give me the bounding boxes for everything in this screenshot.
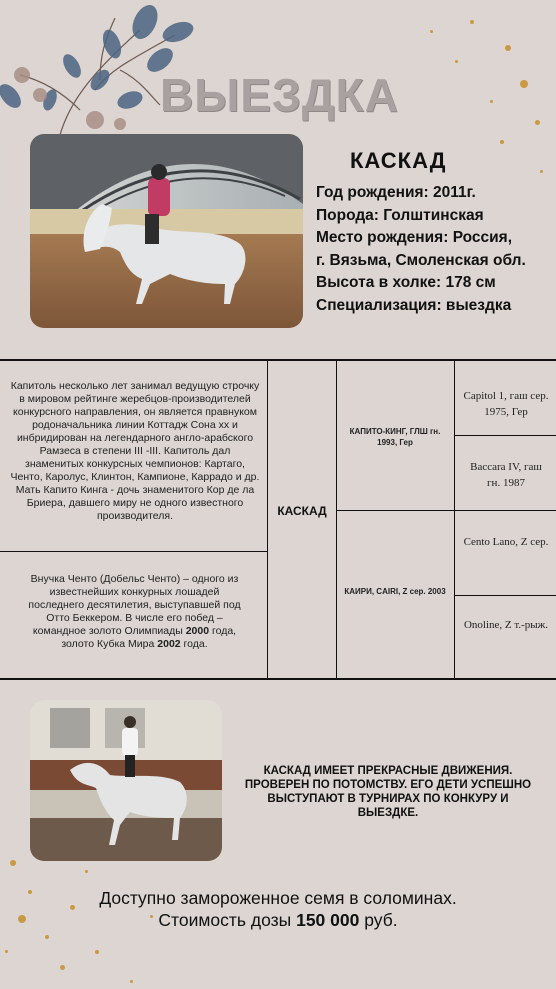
pedigree-left-divider bbox=[0, 551, 267, 552]
dam-desc-part-3: года. bbox=[180, 638, 208, 650]
offer-line-1: Доступно замороженное семя в соломинах. bbox=[99, 888, 457, 908]
info-birth-year: Год рождения: 2011г. bbox=[316, 184, 476, 201]
pedigree-sire: КАПИТО-КИНГ, ГЛШ гн. 1993, Гер bbox=[349, 427, 441, 447]
pedigree-dam-dam: Onoline, Z т.-рыж. bbox=[463, 619, 549, 631]
price-suffix: руб. bbox=[359, 910, 398, 930]
offer-footer bbox=[0, 887, 556, 931]
info-birthplace: Место рождения: Россия, bbox=[316, 229, 513, 247]
dam-desc-part-1: Внучка Ченто (Добельс Ченто) – одного из известнейших конкурных лошадей последнего десятилетия, выступавшей под Отто Беккером. В числе его побед – командное золото Олимпиады bbox=[28, 573, 241, 637]
info-birthplace-city: г. Вязьма, Смоленская обл. bbox=[316, 251, 526, 269]
pedigree-sire-dam: Baccara IV, гаш гн. 1987 bbox=[470, 461, 542, 489]
pedigree-sire-sire: Capitol 1, гаш сер. 1975, Гер bbox=[463, 390, 549, 418]
horse-description: КАСКАД ИМЕЕТ ПРЕКРАСНЫЕ ДВИЖЕНИЯ. ПРОВЕРЕН ПО ПОТОМСТВУ. ЕГО ДЕТИ УСПЕШНО ВЫСТУПАЮТ В ТУРНИРАХ ПО КОНКУРУ И ВЫЕЗДКЕ. bbox=[244, 765, 532, 819]
pedigree-mid-divider bbox=[337, 510, 556, 511]
dam-desc-part-2: года, золото Кубка Мира bbox=[61, 625, 237, 650]
pedigree-right-divider-2 bbox=[455, 595, 556, 596]
pedigree-col-line-1 bbox=[267, 360, 268, 679]
horse-info-list bbox=[316, 182, 554, 318]
dam-desc-year-2: 2002 bbox=[157, 638, 181, 650]
price-value: 150 000 bbox=[296, 910, 360, 930]
info-height: Высота в холке: 178 см bbox=[316, 274, 496, 292]
pedigree-top-border bbox=[0, 359, 556, 361]
info-breed: Порода: Голштинская bbox=[316, 206, 484, 224]
arena-photo bbox=[30, 134, 303, 328]
pedigree-dam-sire: Cento Lano, Z сер. bbox=[463, 536, 549, 548]
pedigree-right-divider-1 bbox=[455, 435, 556, 436]
dam-line-description bbox=[22, 573, 247, 651]
price-prefix: Стоимость дозы bbox=[158, 910, 297, 930]
pedigree-bottom-border bbox=[0, 678, 556, 680]
pedigree-col-line-2 bbox=[336, 360, 337, 679]
dressage-photo bbox=[30, 700, 222, 861]
offer-line-2 bbox=[0, 909, 556, 931]
pedigree-col-line-3 bbox=[454, 360, 455, 679]
pedigree-dam: КАИРИ, CAIRI, Z сер. 2003 bbox=[344, 587, 446, 596]
pedigree-horse-name: КАСКАД bbox=[277, 504, 327, 518]
section-title: ВЫЕЗДКА bbox=[160, 69, 399, 121]
horse-name: КАСКАД bbox=[350, 148, 447, 173]
info-specialization: Специализация: выездка bbox=[316, 296, 512, 314]
dam-desc-year-1: 2000 bbox=[185, 625, 210, 637]
sire-line-description: Капитоль несколько лет занимал ведущую строчку в мировом рейтинге жеребцов-производителей конкурсного направления, он является правнуком родоначальника линии Коттадж Сона хх и инбридирован на легендарного англо-арабского Рамзеса в степени III -III. Капитоль дал знаменитых конкурсных чемпионов: Картаго, Ченто, Каролус, Клинтон, Кампионе, Каррадо и др. Мать Капито Кинга - дочь знаменитого Кор де ла Бриера, давшего миру не одного известного производителя. bbox=[10, 380, 260, 522]
